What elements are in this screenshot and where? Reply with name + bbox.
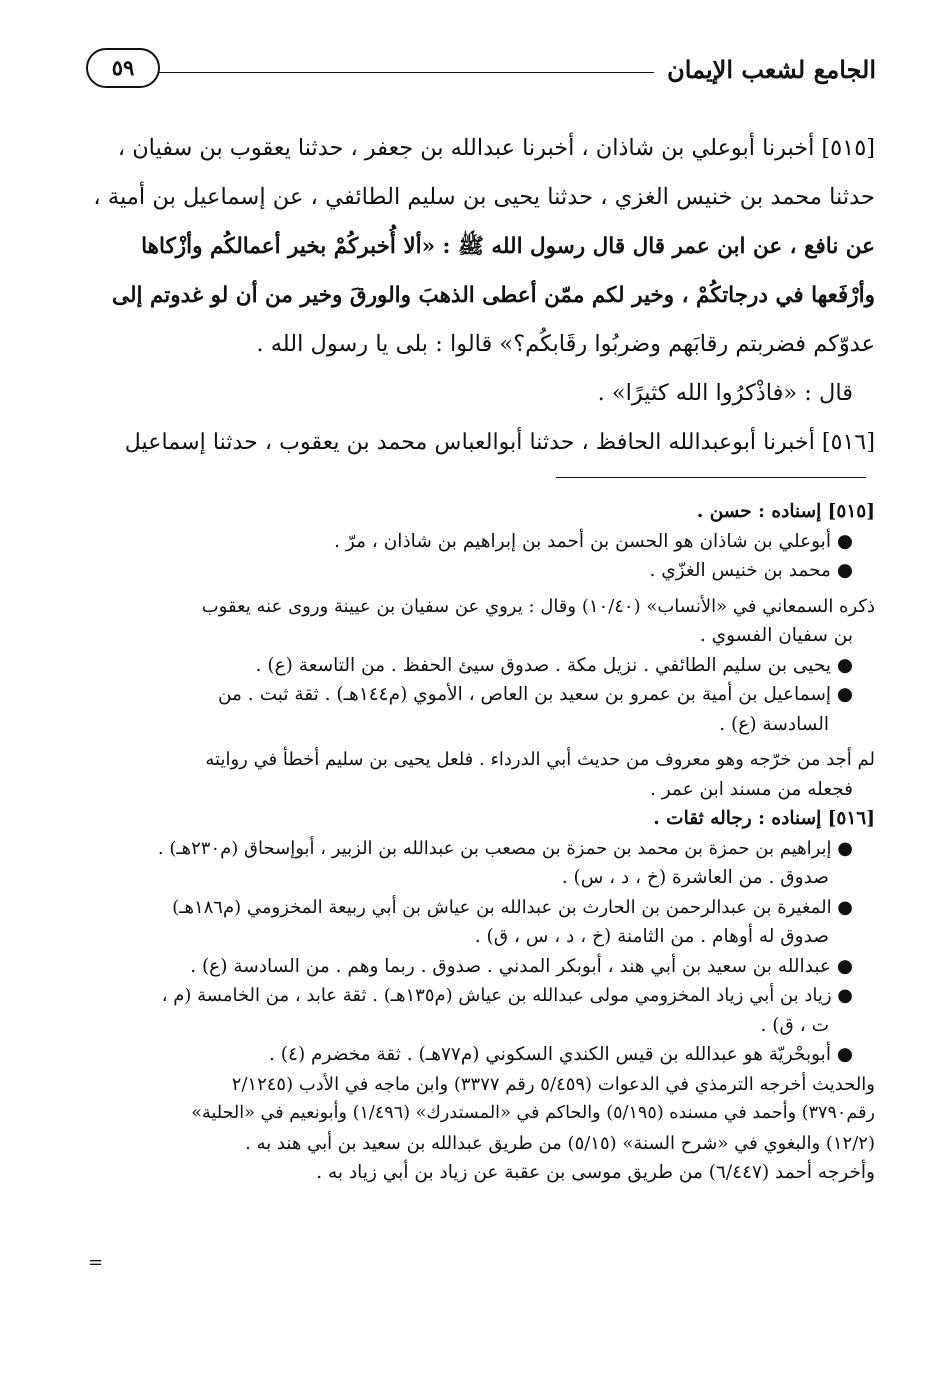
book-title: الجامع لشعب الإيمان	[667, 55, 876, 84]
footnote-line: صدوق له أوهام . من الثامنة (خ ، د ، س ، ق) .	[474, 926, 829, 947]
footnote-line: ● محمد بن خنيس الغزّي .	[649, 560, 853, 581]
page-number: ٥٩	[86, 48, 160, 88]
main-line-2: حدثنا محمد بن خنيس الغزي ، حدثنا يحيى بن سليم الطائفي ، عن إسماعيل بن أمية ،	[93, 184, 875, 210]
footnote-line: رقم٣٧٩٠) وأحمد في مسنده (٥/١٩٥) والحاكم في «المستدرك» (١/٤٩٦) وأبونعيم في «الحلية»	[191, 1103, 875, 1123]
main-line-1: [٥١٥] أخبرنا أبوعلي بن شاذان ، أخبرنا عبدالله بن جعفر ، حدثنا يعقوب بن سفيان ،	[117, 135, 875, 161]
footnote-line: ● إبراهيم بن حمزة بن محمد بن حمزة بن مصعب بن عبدالله بن الزبير ، أبوإسحاق (م٢٣٠هـ) .	[157, 837, 853, 859]
continuation-mark: =	[88, 1252, 104, 1273]
footnote-line: ● يحيى بن سليم الطائفي . نزيل مكة . صدوق سيئ الحفظ . من التاسعة (ع) .	[255, 654, 853, 676]
footnote-line: ● أبوبحْريّة هو عبدالله بن قيس الكندي السكوني (م٧٧هـ) . ثقة مخضرم (٤) .	[269, 1044, 853, 1065]
footnote-heading-516: [٥١٦] إسناده : رجاله ثقات .	[653, 808, 875, 829]
main-line-5: عدوّكم فضربتم رقابَهم وضربُوا رقَابكُم؟» قالوا : بلى يا رسول الله .	[256, 331, 875, 357]
footnote-line: ذكره السمعاني في «الأنساب» (١٠/٤٠) وقال : يروي عن سفيان بن عيينة وروى عنه يعقوب	[201, 595, 875, 617]
footnote-line: ● زياد بن أبي زياد المخزومي مولى عبدالله بن عياش (م١٣٥هـ) . ثقة عابد ، من الخامسة (م ،	[161, 985, 853, 1006]
footnote-line: السادسة (ع) .	[719, 713, 829, 735]
footnotes	[75, 497, 875, 1188]
running-header	[86, 44, 876, 100]
footnote-line: ● إسماعيل بن أمية بن عمرو بن سعيد بن العاص ، الأموي (م١٤٤هـ) . ثقة ثبت . من	[217, 684, 853, 705]
footnote-line: (١٢/٢) والبغوي في «شرح السنة» (٥/١٥) من طريق عبدالله بن سعيد بن أبي هند به .	[245, 1132, 875, 1154]
footnote-line: ● المغيرة بن عبدالرحمن بن الحارث بن عبدالله بن عياش بن أبي ربيعة المخزومي (م١٨٦هـ)	[172, 896, 853, 918]
main-line-7: [٥١٦] أخبرنا أبوعبدالله الحافظ ، حدثنا أبوالعباس محمد بن يعقوب ، حدثنا إسماعيل	[124, 429, 875, 455]
footnote-heading-515: [٥١٥] إسناده : حسن .	[696, 501, 875, 522]
footnote-line: لم أجد من خرّجه وهو معروف من حديث أبي الدرداء . فلعل يحيى بن سليم أخطأ في روايته	[205, 749, 875, 770]
footnote-line: ● أبوعلي بن شاذان هو الحسن بن أحمد بن إبراهيم بن شاذان ، مرّ .	[334, 530, 853, 552]
main-line-3: عن نافع ، عن ابن عمر قال قال رسول الله ﷺ : «ألا أُخبركُمْ بخير أعمالكُم وأزْكاها	[141, 234, 875, 259]
footnote-line: والحديث أخرجه الترمذي في الدعوات (٥/٤٥٩ رقم ٣٣٧٧) وابن ماجه في الأدب (٢/١٢٤٥	[231, 1073, 875, 1095]
footnote-line: بن سفيان الفسوي .	[699, 625, 853, 646]
main-line-6: قال : «فاذْكرُوا الله كثيرًا» .	[597, 380, 853, 406]
header-rule	[150, 72, 654, 73]
footnote-line: صدوق . من العاشرة (خ ، د ، س) .	[561, 867, 829, 888]
main-text	[83, 124, 875, 467]
main-line-4: وأرْفَعها في درجاتكُمْ ، وخير لكم ممّن أعطى الذهبَ والورقَ وخير من أن لو غدوتم إلى	[112, 283, 875, 308]
footnote-separator	[556, 477, 866, 478]
footnote-line: وأخرجه أحمد (٦/٤٤٧) من طريق موسى بن عقبة عن زياد بن أبي زياد به .	[316, 1162, 875, 1183]
footnote-line: ت ، ق) .	[760, 1014, 829, 1036]
footnote-line: ● عبدالله بن سعيد بن أبي هند ، أبوبكر المدني . صدوق . ربما وهم . من السادسة (ع) .	[190, 955, 853, 977]
footnote-line: فجعله من مسند ابن عمر .	[649, 778, 853, 800]
